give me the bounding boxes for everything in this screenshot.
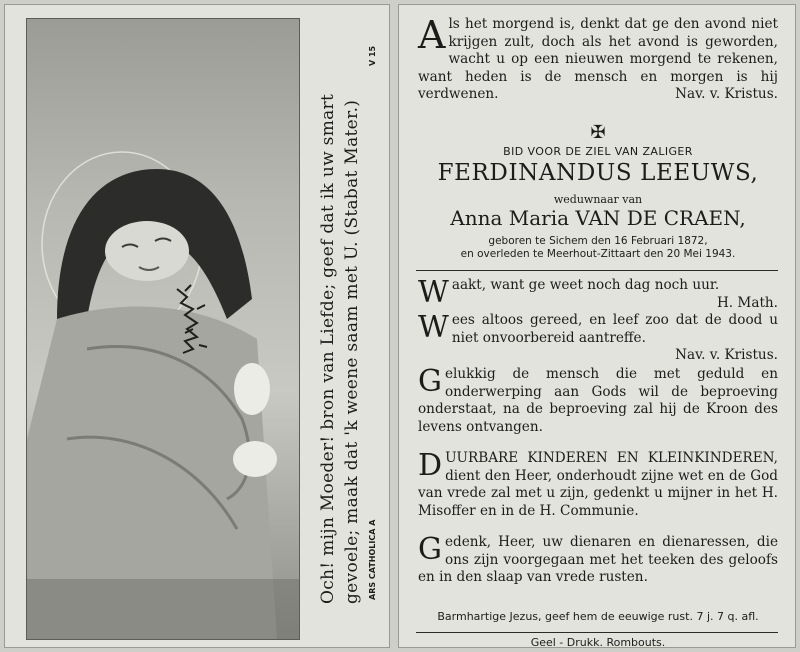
mater-dolorosa-illustration: [27, 19, 299, 639]
drop-cap: A: [418, 13, 446, 57]
mater-dolorosa-image: [26, 18, 300, 640]
card-code: V 15: [368, 45, 377, 66]
spouse-name: Anna Maria VAN DE CRAEN,: [450, 206, 746, 230]
closing-prayer: Barmhartige Jezus, geef hem de eeuwige rust. 7 j. 7 q. afl.: [437, 610, 759, 623]
paragraph-wake: [418, 277, 778, 312]
paragraph-text: aakt, want ge weet noch dag noch uur.: [451, 277, 720, 293]
widower-of-label: weduwnaar van: [553, 193, 643, 206]
paragraph-text: UURBARE KINDEREN EN KLEINKINDEREN, dient den Heer, onderhoudt zijne wet en de God van vrede zal met u zijn, gedenkt u mijner in het H. Misoffer en in de H. Communie.: [418, 450, 778, 519]
cross-icon: ✠: [590, 122, 606, 143]
publisher-imprint: ARS CATHOLICA A: [368, 519, 377, 600]
paragraph-gedenk: [418, 534, 778, 587]
paragraph-source: Nav. v. Kristus.: [675, 347, 778, 363]
right-card: [398, 4, 796, 648]
opening-quote-source: Nav. v. Kristus.: [675, 86, 778, 102]
paragraph-wees: [418, 312, 778, 365]
paragraph-text: ees altoos gereed, en leef zoo dat de dood u niet onvoorbereid aantreffe.: [451, 312, 778, 346]
stabat-mater-verse-line-2: gevoele; maak dat 'k weene saam met U. (Stabat Mater.): [342, 99, 362, 604]
paragraph-source: H. Math.: [716, 294, 778, 311]
drop-cap: D: [418, 448, 443, 483]
stabat-mater-verse-line-1: Och! mijn Moeder! bron van Liefde; geef dat ik uw smart: [318, 93, 338, 604]
paragraph-kinderen: [418, 450, 778, 520]
opening-quote: [418, 13, 778, 104]
drop-cap: W: [418, 310, 449, 345]
life-dates: [418, 235, 778, 261]
birth-line: geboren te Sichem den 16 Februari 1872,: [488, 235, 708, 247]
paragraph-text: elukkig de mensch die met geduld en onderwerping aan Gods wil de beproeving onderstaat, na de beproeving zal hij de Kroon des levens ontvangen.: [418, 366, 778, 435]
left-card: [4, 4, 390, 648]
drop-cap: W: [418, 275, 449, 310]
deceased-name: FERDINANDUS LEEUWS,: [437, 160, 759, 186]
drop-cap: G: [418, 532, 442, 567]
opening-quote-text: ls het morgend is, denkt dat ge den avond niet krijgen zult, doch als het avond is geworden, wacht u op een nieuwen morgend te rekenen, want heden is de mensch en morgen is hij verdwenen.: [418, 16, 778, 102]
paragraph-gelukkig: [418, 366, 778, 436]
divider: [416, 270, 778, 271]
divider: [416, 632, 778, 633]
paragraph-text: edenk, Heer, uw dienaren en dienaressen, die ons zijn voorgegaan met het teeken des geloofs en in den slaap van vrede rusten.: [418, 534, 778, 585]
drop-cap: G: [418, 364, 442, 399]
prayer-intro: BID VOOR DE ZIEL VAN ZALIGER: [503, 145, 693, 158]
printer-imprint: Geel - Drukk. Rombouts.: [530, 636, 666, 649]
death-line: en overleden te Meerhout-Zittaart den 20 Mei 1943.: [460, 248, 736, 260]
